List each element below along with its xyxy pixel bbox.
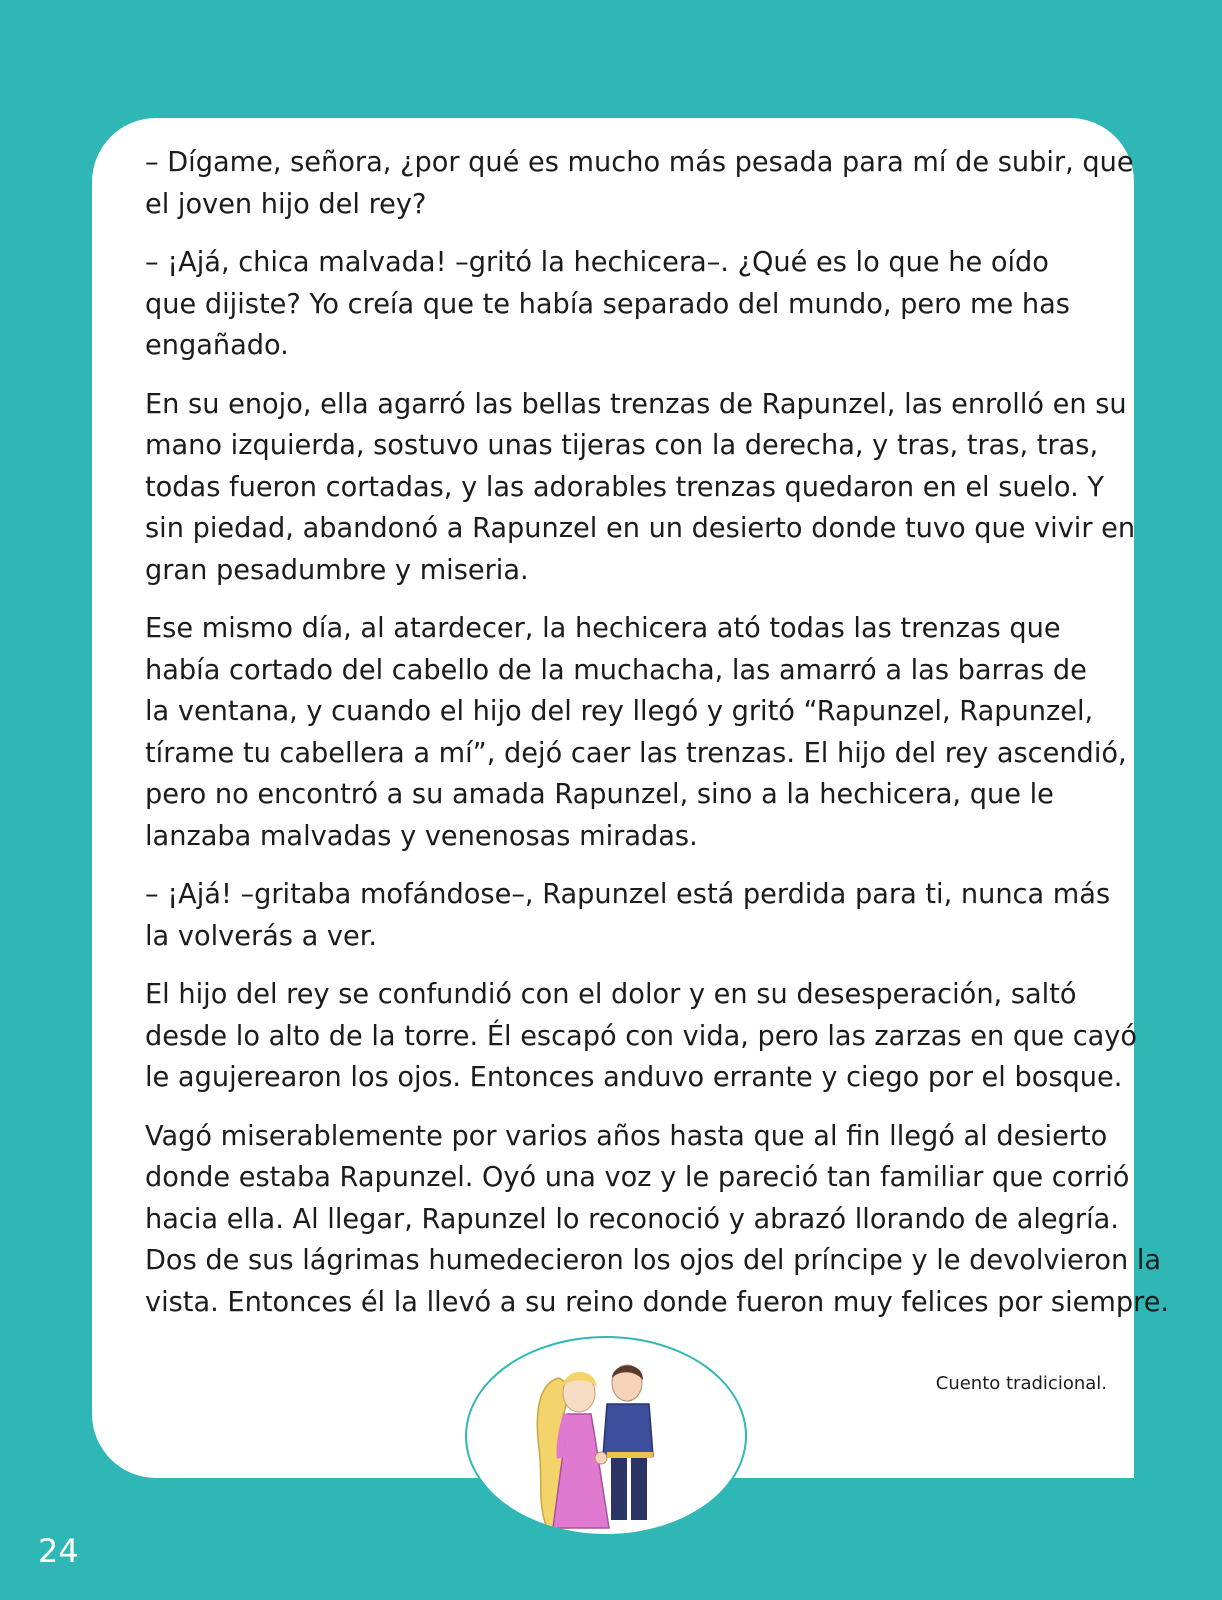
text-line: vista. Entonces él la llevó a su reino donde fueron muy felices por siempre. xyxy=(145,1286,1170,1318)
text-line: Ese mismo día, al atardecer, la hechicera ató todas las trenzas que xyxy=(145,613,1061,644)
text-line: Dos de sus lágrimas humedecieron los ojos del príncipe y le devolvieron la xyxy=(145,1245,1162,1276)
text-line: había cortado del cabello de la muchacha, las amarró a las barras de xyxy=(145,654,1087,686)
text-line: que dijiste? Yo creía que te había separado del mundo, pero me has xyxy=(145,288,1070,320)
text-line: hacia ella. Al llegar, Rapunzel lo reconoció y abrazó llorando de alegría. xyxy=(145,1203,1119,1235)
paragraph-7 xyxy=(145,1116,1170,1324)
text-line: – ¡Ajá, chica malvada! –gritó la hechicera–. ¿Qué es lo que he oído xyxy=(145,247,1049,278)
paragraph-5 xyxy=(145,874,1145,957)
story-text xyxy=(145,142,1170,1340)
text-line: lanzaba malvadas y venenosas miradas. xyxy=(145,820,698,852)
text-line: todas fueron cortadas, y las adorables trenzas quedaron en el suelo. Y xyxy=(145,471,1104,503)
paragraph-6 xyxy=(145,974,1145,1099)
text-line: – Dígame, señora, ¿por qué es mucho más pesada para mí de subir, que xyxy=(145,147,1134,178)
text-line: El hijo del rey se confundió con el dolor y en su desesperación, saltó xyxy=(145,979,1077,1010)
page-number: 24 xyxy=(38,1532,79,1570)
text-line: le agujerearon los ojos. Entonces anduvo errante y ciego por el bosque. xyxy=(145,1062,1123,1093)
text-line: el joven hijo del rey? xyxy=(145,188,427,220)
text-line: engañado. xyxy=(145,330,289,361)
text-line: desde lo alto de la torre. Él escapó con vida, pero las zarzas en que cayó xyxy=(145,1020,1138,1052)
paragraph-3 xyxy=(145,384,1145,592)
paragraph-2 xyxy=(145,242,1145,367)
text-line: Vagó miserablemente por varios años hasta que al fin llegó al desierto xyxy=(145,1120,1108,1152)
text-line: donde estaba Rapunzel. Oyó una voz y le pareció tan familiar que corrió xyxy=(145,1162,1130,1193)
text-line: gran pesadumbre y miseria. xyxy=(145,554,529,586)
paragraph-4 xyxy=(145,608,1145,857)
text-line: pero no encontró a su amada Rapunzel, sino a la hechicera, que le xyxy=(145,779,1054,810)
text-line: tírame tu cabellera a mí”, dejó caer las trenzas. El hijo del rey ascendió, xyxy=(145,737,1127,769)
text-line: En su enojo, ella agarró las bellas trenzas de Rapunzel, las enrolló en su xyxy=(145,388,1127,420)
text-line: la ventana, y cuando el hijo del rey llegó y gritó “Rapunzel, Rapunzel, xyxy=(145,696,1094,727)
paragraph-1 xyxy=(145,142,1145,225)
text-line: – ¡Ajá! –gritaba mofándose–, Rapunzel está perdida para ti, nunca más xyxy=(145,879,1111,910)
text-line: mano izquierda, sostuvo unas tijeras con la derecha, y tras, tras, tras, xyxy=(145,430,1099,461)
text-line: la volverás a ver. xyxy=(145,920,378,952)
text-line: sin piedad, abandonó a Rapunzel en un desierto donde tuvo que vivir en xyxy=(145,513,1136,544)
rapunzel-and-prince-illustration xyxy=(465,1336,747,1536)
story-credit: Cuento tradicional. xyxy=(935,1373,1107,1394)
